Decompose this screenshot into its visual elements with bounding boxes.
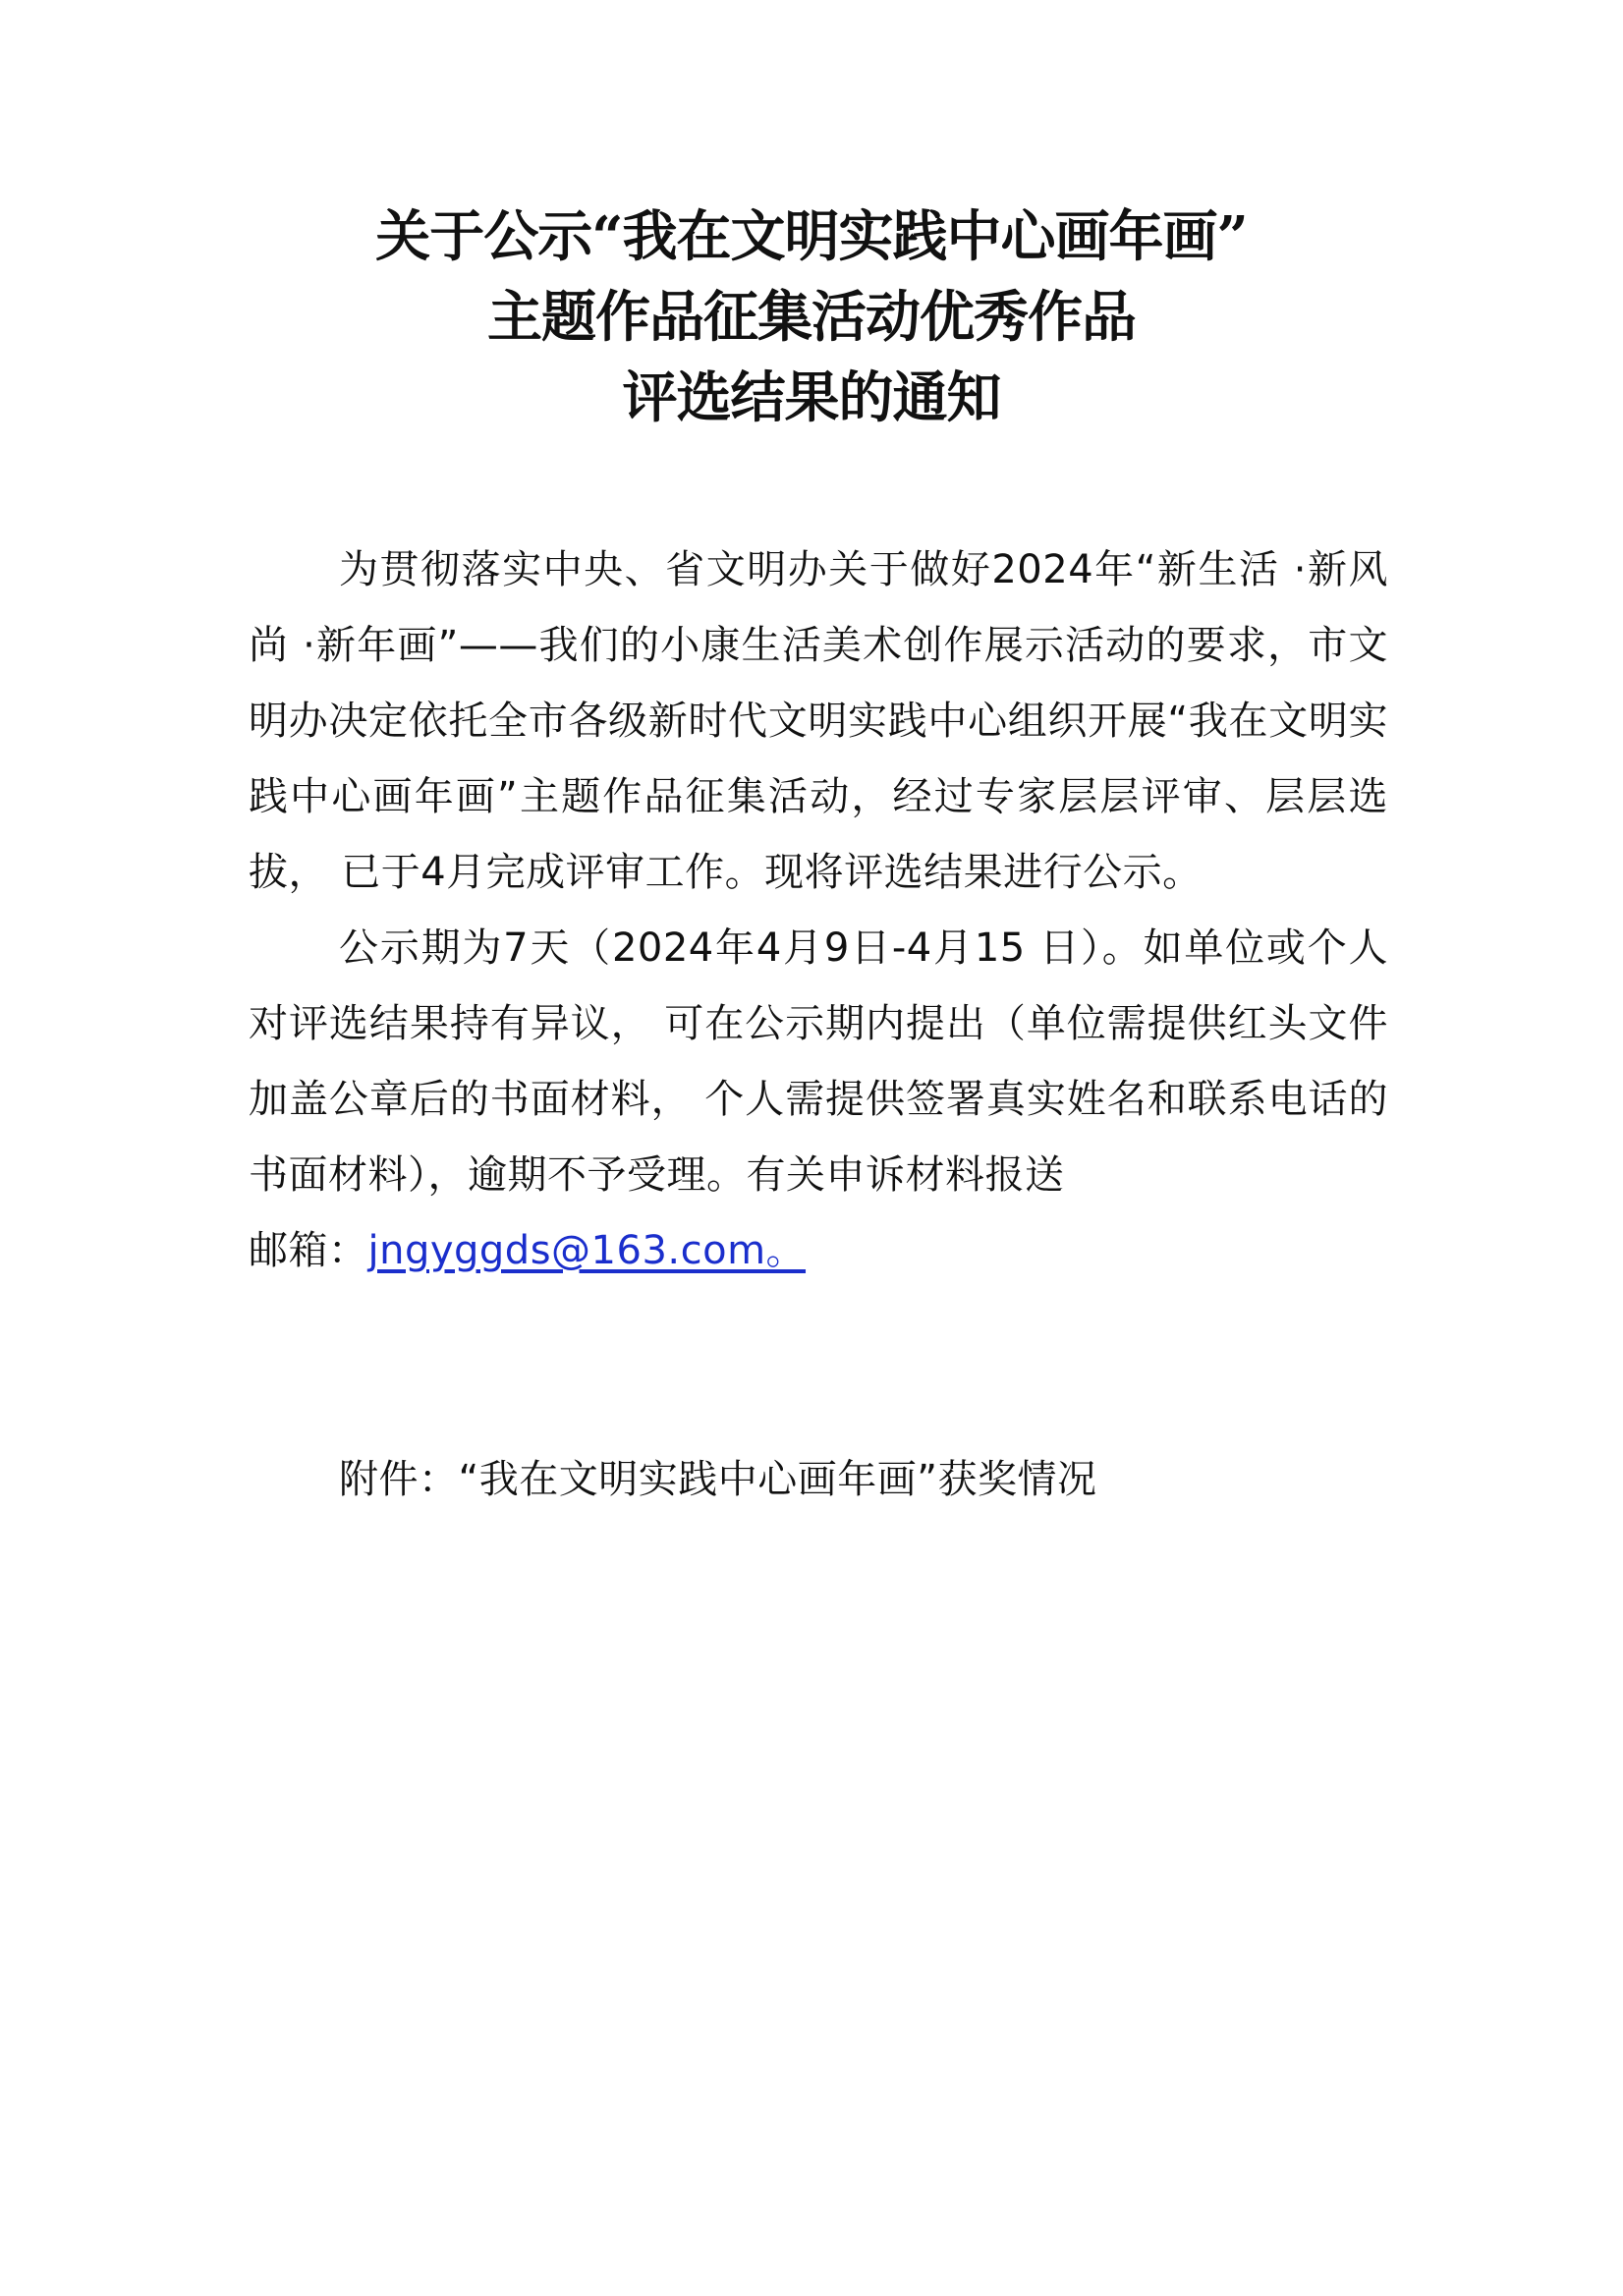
email-line [249, 1213, 1388, 1289]
title-line-3: 评选结果的通知 [622, 365, 1001, 430]
document-body [249, 532, 1388, 1289]
paragraph-background: 为贯彻落实中央、省文明办关于做好2024年“新生活 ·新风尚 ·新年画”——我们的小康生活美术创作展示活动的要求，市文明办决定依托全市各级新时代文明实践中心组织开展“我在文明实践中心画年画”主题作品征集活动，经过专家层层评审、层层选拔， 已于4月完成评审工作。现将评选结果进行公示。 [249, 547, 1388, 895]
attachment-line: 附件：“我在文明实践中心画年画”获奖情况 [339, 1457, 1097, 1502]
paragraph-publicity-period [249, 911, 1388, 1213]
document-title [0, 196, 1623, 438]
paragraph-publicity-text: 公示期为7天（2024年4月9日-4月15 日）。如单位或个人对评选结果持有异议， 可在公示期内提出（单位需提供红头文件加盖公章后的书面材料， 个人需提供签署真实姓名和联系电话的书面材料），逾期不予受理。有关申诉材料报送 [249, 925, 1388, 1198]
email-link[interactable]: jngyggds@163.com。 [367, 1228, 807, 1273]
title-line-1: 关于公示“我在文明实践中心画年画” [375, 204, 1248, 269]
email-label: 邮箱： [249, 1228, 368, 1273]
title-line-2: 主题作品征集活动优秀作品 [487, 285, 1136, 350]
